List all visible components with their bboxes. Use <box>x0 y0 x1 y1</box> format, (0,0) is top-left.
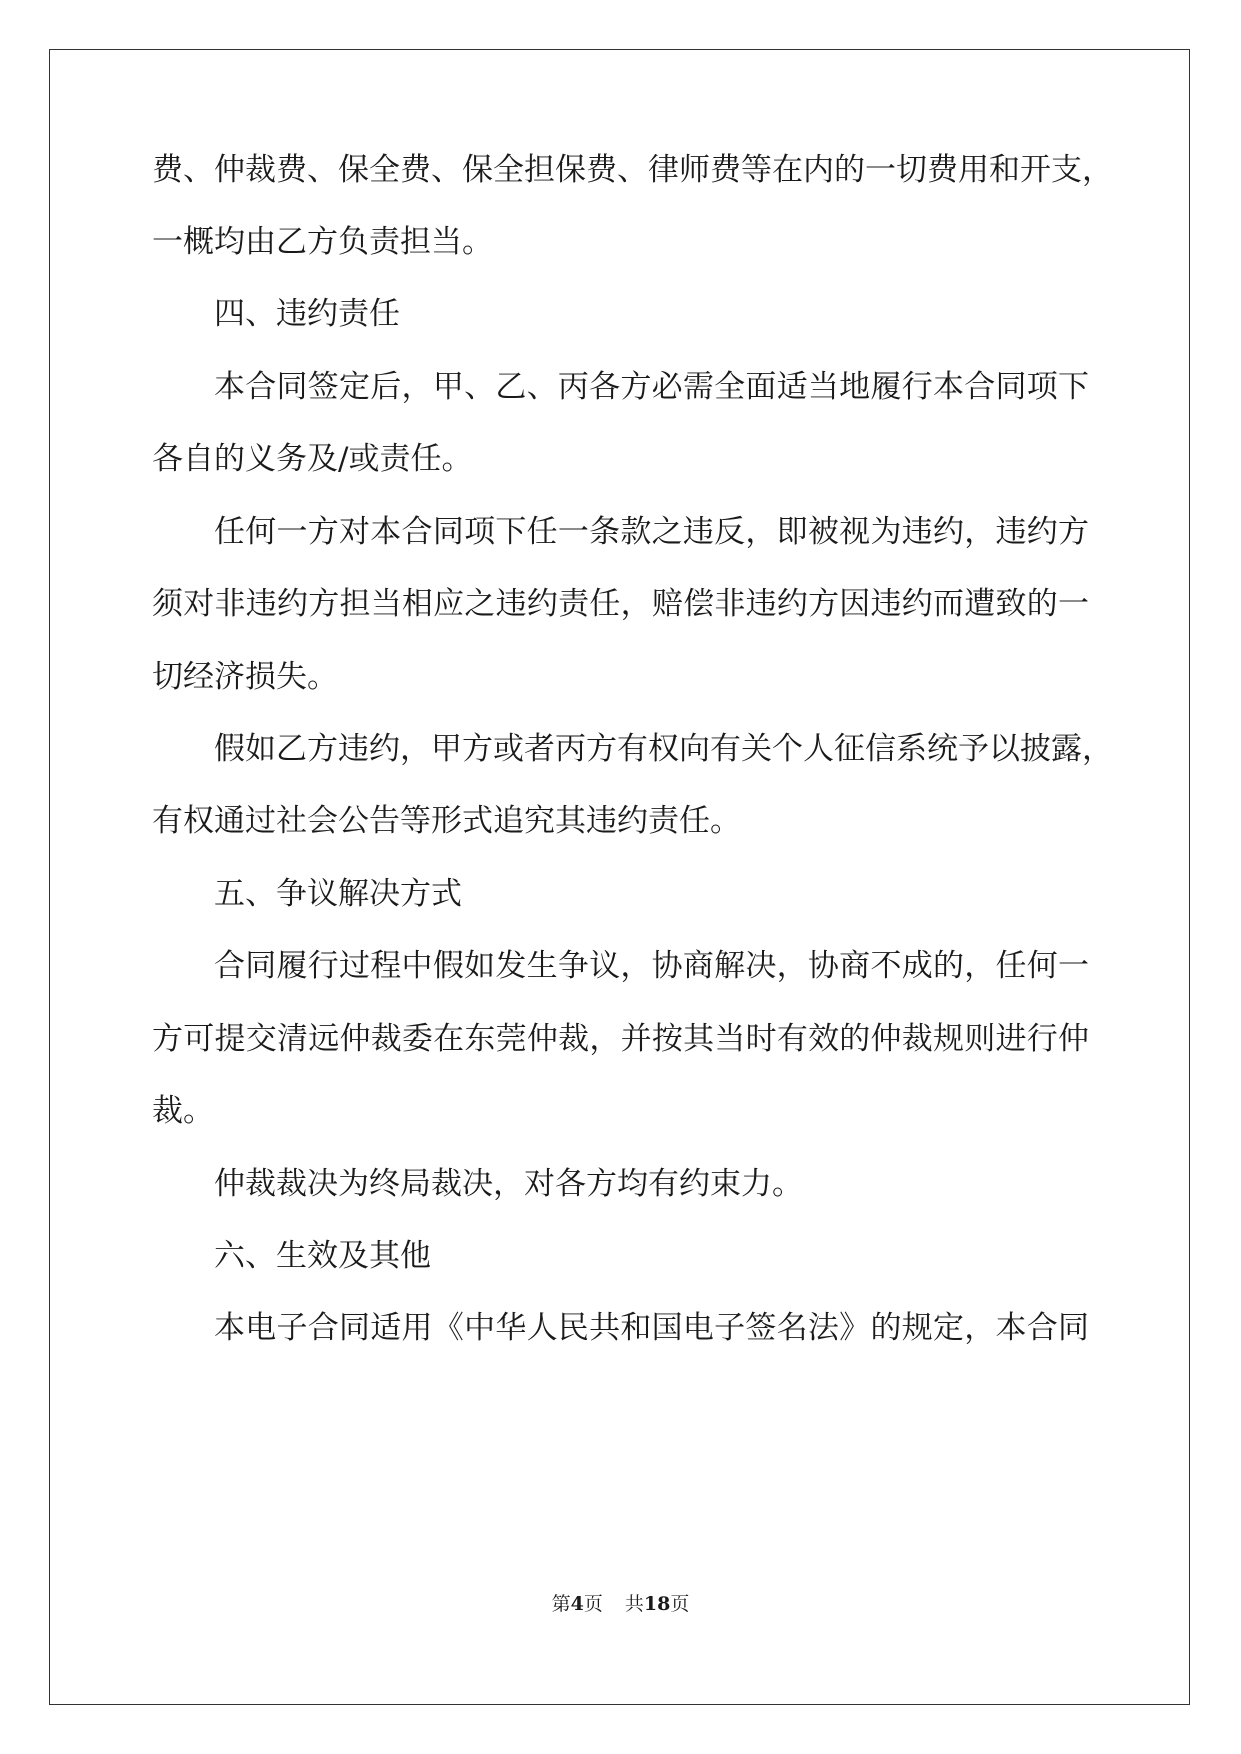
paragraph-line: 本合同签定后，甲、乙、丙各方必需全面适当地履行本合同项下 <box>214 369 1089 405</box>
paragraph-line: 方可提交清远仲裁委在东莞仲裁，并按其当时有效的仲裁规则进行仲 <box>152 1021 1089 1057</box>
paragraph-line: 切经济损失。 <box>152 659 338 695</box>
paragraph-line: 假如乙方违约，甲方或者丙方有权向有关个人征信系统予以披露， <box>214 731 1113 767</box>
paragraph-line: 仲裁裁决为终局裁决，对各方均有约束力。 <box>214 1166 803 1202</box>
current-page-number: 4 <box>570 1593 584 1615</box>
page-footer <box>0 1592 1241 1616</box>
paragraph-line: 任何一方对本合同项下任一条款之违反，即被视为违约，违约方 <box>214 514 1089 550</box>
section-heading: 四、违约责任 <box>214 296 400 332</box>
paragraph-line: 须对非违约方担当相应之违约责任，赔偿非违约方因违约而遭致的一 <box>152 586 1089 622</box>
total-pages-prefix: 共 <box>624 1593 644 1615</box>
paragraph-line: 费、仲裁费、保全费、保全担保费、律师费等在内的一切费用和开支， <box>152 152 1113 188</box>
section-heading: 五、争议解决方式 <box>214 876 462 912</box>
paragraph-line: 合同履行过程中假如发生争议，协商解决，协商不成的，任何一 <box>214 948 1089 984</box>
total-pages-suffix: 页 <box>670 1593 690 1615</box>
section-heading: 六、生效及其他 <box>214 1238 431 1274</box>
paragraph-line: 本电子合同适用《中华人民共和国电子签名法》的规定，本合同 <box>214 1310 1089 1346</box>
total-pages-number: 18 <box>643 1593 671 1615</box>
page-number-suffix: 页 <box>583 1593 603 1615</box>
page-number-prefix: 第 <box>551 1593 571 1615</box>
paragraph-line: 有权通过社会公告等形式追究其违约责任。 <box>152 803 741 839</box>
paragraph-line: 各自的义务及/或责任。 <box>152 441 473 477</box>
paragraph-line: 一概均由乙方负责担当。 <box>152 224 493 260</box>
paragraph-line: 裁。 <box>152 1093 214 1129</box>
